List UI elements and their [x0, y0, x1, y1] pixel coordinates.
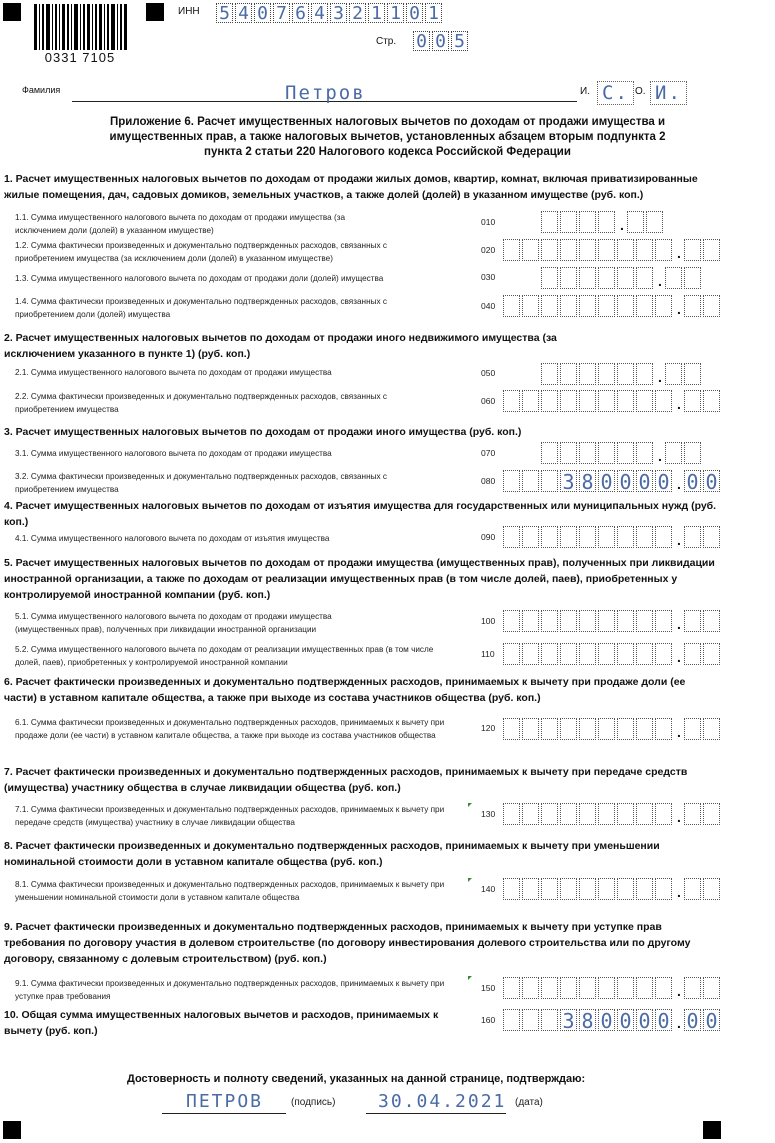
amount-digit-box [598, 718, 615, 740]
line-10-code: 160 [481, 1015, 496, 1025]
line-5-2-code: 110 [481, 649, 495, 659]
amount-digit-box [522, 878, 539, 900]
line-5-1-amount[interactable] [503, 610, 722, 632]
line-1-3-amount[interactable] [541, 267, 703, 289]
kopeck-digit-box [684, 239, 701, 261]
amount-digit-box [579, 718, 596, 740]
amount-digit-box [560, 803, 577, 825]
amount-digit-box [541, 390, 558, 412]
amount-digit-box [579, 803, 596, 825]
inn-digit: 1 [425, 3, 442, 23]
amount-digit-box [598, 390, 615, 412]
kopeck-digit-box [703, 390, 720, 412]
inn-digit: 0 [406, 3, 423, 23]
amount-digit-box [636, 239, 653, 261]
amount-digit-box [579, 878, 596, 900]
line-6-1-amount[interactable] [503, 718, 722, 740]
amount-digit-box: 3 [560, 470, 577, 492]
line-8-1-amount[interactable] [503, 878, 722, 900]
amount-digit-box [503, 643, 520, 665]
line-5-1-code: 100 [481, 616, 496, 626]
signature-label: (подпись) [291, 1097, 336, 1108]
page-digit: 5 [451, 31, 468, 51]
amount-digit-box [541, 470, 558, 492]
kopeck-digit-box [703, 977, 720, 999]
amount-digit-box: 0 [598, 1009, 615, 1031]
amount-digit-box [541, 878, 558, 900]
kopeck-digit-box [684, 526, 701, 548]
amount-digit-box [541, 295, 558, 317]
amount-digit-box [617, 390, 634, 412]
green-marker [468, 976, 472, 980]
amount-digit-box [560, 363, 577, 385]
amount-digit-box [560, 526, 577, 548]
kopeck-digit-box [684, 390, 701, 412]
line-8-1-code: 140 [481, 884, 496, 894]
inn-digit: 4 [311, 3, 328, 23]
section-9-heading: 9. Расчет фактически произведенных и документально подтвержденных расходов, принимаемых к вычету при уступке прав требования по договору участия в долевом строительстве (по договору инвестирования долевого строительства или по другому договору, связанному с долевым строительством) (руб. коп.) [4, 921, 691, 965]
amount-digit-box [522, 470, 539, 492]
inn-digit: 3 [330, 3, 347, 23]
amount-digit-box [541, 718, 558, 740]
amount-digit-box: 0 [655, 470, 672, 492]
amount-digit-box [522, 718, 539, 740]
amount-digit-box [617, 803, 634, 825]
kopeck-digit-box: 0 [684, 470, 701, 492]
line-2-1-label: 2.1. Сумма имущественного налогового вычета по доходам от продажи имущества [15, 368, 332, 377]
amount-digit-box [503, 1009, 520, 1031]
amount-digit-box [636, 718, 653, 740]
amount-digit-box [655, 295, 672, 317]
line-1-1-label: 1.1. Сумма имущественного налогового вычета по доходам от продажи имущества (за исключением доли (долей) в указанном имуществе) [15, 213, 346, 235]
amount-digit-box [655, 239, 672, 261]
kopeck-digit-box [684, 442, 701, 464]
section-8-heading: 8. Расчет фактически произведенных и документально подтвержденных расходов, принимаемых к вычету при уменьшении номинальной стоимости доли в уставном капитале общества (руб. коп.) [4, 840, 660, 868]
amount-digit-box [636, 295, 653, 317]
amount-digit-box [579, 363, 596, 385]
amount-digit-box [617, 718, 634, 740]
kopeck-digit-box [684, 643, 701, 665]
amount-digit-box [541, 211, 558, 233]
line-3-1-amount[interactable] [541, 442, 703, 464]
decimal-separator: . [677, 245, 681, 261]
decimal-separator: . [677, 476, 681, 492]
section-5-heading: 5. Расчет имущественных налоговых вычетов по доходам от продажи имущества (имущественных прав), полученных при ликвидации иностранной организации, а также по доходам от реализации имущественных прав (в том числе долей, паев), приобретенных у контролируемой иностранной компании (руб. коп.) [4, 557, 715, 601]
amount-digit-box [579, 239, 596, 261]
kopeck-digit-box [684, 977, 701, 999]
kopeck-digit-box [703, 610, 720, 632]
green-marker [468, 878, 472, 882]
line-4-1-code: 090 [481, 532, 496, 542]
kopeck-digit-box [665, 363, 682, 385]
line-3-2-amount[interactable] [503, 470, 722, 492]
line-3-2-label: 3.2. Сумма фактически произведенных и документально подтвержденных расходов, связанных с приобретением имущества [15, 472, 387, 494]
amount-digit-box [560, 267, 577, 289]
page-digit: 0 [413, 31, 430, 51]
kopeck-digit-box: 0 [703, 470, 720, 492]
amount-digit-box [617, 295, 634, 317]
amount-digit-box [503, 295, 520, 317]
amount-digit-box [522, 1009, 539, 1031]
line-10-amount[interactable] [503, 1009, 722, 1031]
section-3-heading: 3. Расчет имущественных налоговых вычетов по доходам от продажи иного имущества (руб. коп.) [4, 426, 522, 438]
amount-digit-box [522, 239, 539, 261]
amount-digit-box [541, 526, 558, 548]
amount-digit-box [560, 442, 577, 464]
line-2-1-code: 050 [481, 368, 496, 378]
amount-digit-box [579, 977, 596, 999]
line-7-1-label: 7.1. Сумма фактически произведенных и документально подтвержденных расходов, принимаемых к вычету при передаче средств (имущества) участнику в случае ликвидации общества [15, 805, 445, 827]
line-4-1-label: 4.1. Сумма имущественного налогового вычета по доходам от изъятия имущества [15, 534, 330, 543]
section-4-heading: 4. Расчет имущественных налоговых вычетов по доходам от изъятия имущества для государственных или муниципальных нужд (руб. коп.) [4, 500, 717, 528]
amount-digit-box [617, 610, 634, 632]
line-9-1-label: 9.1. Сумма фактически произведенных и документально подтвержденных расходов, принимаемых к вычету при уступке прав требования [15, 979, 445, 1001]
amount-digit-box [598, 526, 615, 548]
amount-digit-box: 0 [617, 470, 634, 492]
decimal-separator: . [658, 369, 662, 385]
line-3-2-code: 080 [481, 476, 496, 486]
line-2-2-code: 060 [481, 396, 496, 406]
confirmation-text: Достоверность и полноту сведений, указанных на данной странице, подтверждаю: [127, 1073, 586, 1085]
amount-digit-box [655, 610, 672, 632]
amount-digit-box [617, 239, 634, 261]
decimal-separator: . [658, 273, 662, 289]
amount-digit-box [560, 977, 577, 999]
amount-digit-box [598, 803, 615, 825]
inn-digit: 1 [368, 3, 385, 23]
amount-digit-box [655, 718, 672, 740]
section-7-heading: 7. Расчет фактически произведенных и документально подтвержденных расходов, принимаемых к вычету при передаче средств (имущества) участнику общества в случае ликвидации общества (руб. коп.) [4, 766, 688, 794]
amount-digit-box: 8 [579, 1009, 596, 1031]
amount-digit-box [617, 526, 634, 548]
line-7-1-amount[interactable] [503, 803, 722, 825]
amount-digit-box [579, 610, 596, 632]
amount-digit-box [636, 643, 653, 665]
surname-value[interactable]: Петров [285, 82, 366, 104]
amount-digit-box [617, 442, 634, 464]
amount-digit-box: 0 [655, 1009, 672, 1031]
decimal-separator: . [677, 983, 681, 999]
amount-digit-box [598, 878, 615, 900]
amount-digit-box [579, 211, 596, 233]
line-1-3-code: 030 [481, 272, 496, 282]
date-label: (дата) [515, 1097, 543, 1108]
amount-digit-box [598, 295, 615, 317]
amount-digit-box: 0 [598, 470, 615, 492]
amount-digit-box [522, 977, 539, 999]
corner-mark-top-mid [146, 3, 164, 21]
kopeck-digit-box [646, 211, 663, 233]
amount-digit-box [522, 526, 539, 548]
line-9-1-amount[interactable] [503, 977, 722, 999]
amount-digit-box [522, 610, 539, 632]
amount-digit-box [636, 526, 653, 548]
amount-digit-box [598, 239, 615, 261]
amount-digit-box [560, 878, 577, 900]
amount-digit-box [598, 211, 615, 233]
amount-digit-box [560, 390, 577, 412]
initial2-label: О. [635, 86, 646, 97]
decimal-separator: . [658, 448, 662, 464]
line-6-1-code: 120 [481, 723, 496, 733]
initial1-label: И. [580, 86, 590, 97]
amount-digit-box [636, 267, 653, 289]
page-number-field[interactable] [413, 31, 468, 51]
line-5-2-amount[interactable] [503, 643, 722, 665]
amount-digit-box [503, 878, 520, 900]
amount-digit-box [598, 267, 615, 289]
decimal-separator: . [677, 884, 681, 900]
kopeck-digit-box [703, 643, 720, 665]
amount-digit-box: 0 [636, 1009, 653, 1031]
decimal-separator: . [677, 301, 681, 317]
line-7-1-code: 130 [481, 809, 496, 819]
kopeck-digit-box [703, 239, 720, 261]
amount-digit-box [617, 977, 634, 999]
amount-digit-box [579, 390, 596, 412]
kopeck-digit-box [703, 803, 720, 825]
inn-digit: 6 [292, 3, 309, 23]
kopeck-digit-box [684, 610, 701, 632]
amount-digit-box [560, 718, 577, 740]
amount-digit-box [503, 470, 520, 492]
kopeck-digit-box [627, 211, 644, 233]
date-value[interactable]: 30.04.2021 [378, 1091, 507, 1112]
amount-digit-box: 0 [617, 1009, 634, 1031]
amount-digit-box: 3 [560, 1009, 577, 1031]
amount-digit-box [560, 295, 577, 317]
section-6-heading: 6. Расчет фактически произведенных и документально подтвержденных расходов, принимаемых к вычету при продаже доли (ее части) в уставном капитале общества, а также при выходе из состава участников общества (руб. коп.) [4, 676, 686, 704]
amount-digit-box [522, 803, 539, 825]
date-underline [366, 1113, 506, 1114]
page-label: Стр. [376, 36, 397, 47]
amount-digit-box [579, 267, 596, 289]
line-8-1-label: 8.1. Сумма фактически произведенных и документально подтвержденных расходов, принимаемых к вычету при уменьшении номинальной стоимости доли в уставном капитале общества [15, 880, 445, 902]
decimal-separator: . [677, 649, 681, 665]
amount-digit-box [655, 643, 672, 665]
decimal-separator: . [677, 616, 681, 632]
line-9-1-code: 150 [481, 983, 496, 993]
amount-digit-box [579, 442, 596, 464]
amount-digit-box [636, 977, 653, 999]
inn-label: ИНН [178, 6, 200, 17]
line-6-1-label: 6.1. Сумма фактически произведенных и документально подтвержденных расходов, принимаемых к вычету при продаже доли (ее части) в уставном капитале общества, а также при выходе из состава участников общества [15, 718, 445, 740]
inn-digit: 4 [235, 3, 252, 23]
inn-digit: 7 [273, 3, 290, 23]
amount-digit-box [503, 803, 520, 825]
page-digit: 0 [432, 31, 449, 51]
kopeck-digit-box [703, 718, 720, 740]
initial2-value[interactable]: И. [650, 81, 687, 105]
amount-digit-box [617, 267, 634, 289]
amount-digit-box [598, 442, 615, 464]
kopeck-digit-box [703, 526, 720, 548]
decimal-separator: . [677, 724, 681, 740]
amount-digit-box [655, 390, 672, 412]
amount-digit-box [522, 295, 539, 317]
inn-digit: 5 [216, 3, 233, 23]
amount-digit-box [503, 239, 520, 261]
amount-digit-box [541, 442, 558, 464]
amount-digit-box [617, 363, 634, 385]
amount-digit-box [655, 526, 672, 548]
kopeck-digit-box: 0 [684, 1009, 701, 1031]
kopeck-digit-box [665, 442, 682, 464]
section-1-heading: 1. Расчет имущественных налоговых вычетов по доходам от продажи жилых домов, квартир, комнат, включая приватизированные жилые помещения, дач, садовых домиков, земельных участков, а также долей (долей) в указанном имуществе (руб. коп.) [4, 173, 698, 201]
amount-digit-box [636, 442, 653, 464]
section-10-heading: 10. Общая сумма имущественных налоговых вычетов и расходов, принимаемых к вычету (руб. коп.) [4, 1009, 439, 1037]
amount-digit-box [541, 1009, 558, 1031]
amount-digit-box [636, 878, 653, 900]
kopeck-digit-box [684, 295, 701, 317]
decimal-separator: . [620, 217, 624, 233]
amount-digit-box [636, 390, 653, 412]
amount-digit-box [503, 390, 520, 412]
line-1-2-label: 1.2. Сумма фактически произведенных и документально подтвержденных расходов, связанных с приобретением имущества (за исключением доли (долей) в указанном имуществе) [15, 241, 387, 263]
corner-mark-top-left [3, 3, 21, 21]
kopeck-digit-box: 0 [703, 1009, 720, 1031]
inn-digit: 0 [254, 3, 271, 23]
line-2-1-amount[interactable] [541, 363, 703, 385]
amount-digit-box: 0 [636, 470, 653, 492]
amount-digit-box [655, 977, 672, 999]
barcode [32, 4, 128, 52]
amount-digit-box [598, 977, 615, 999]
amount-digit-box [503, 718, 520, 740]
amount-digit-box [579, 295, 596, 317]
line-1-1-code: 010 [481, 217, 496, 227]
line-3-1-code: 070 [481, 448, 496, 458]
amount-digit-box [541, 977, 558, 999]
amount-digit-box [598, 610, 615, 632]
green-marker [468, 803, 472, 807]
amount-digit-box [636, 610, 653, 632]
kopeck-digit-box [665, 267, 682, 289]
amount-digit-box [541, 363, 558, 385]
amount-digit-box [579, 643, 596, 665]
signature-value[interactable]: ПЕТРОВ [186, 1091, 264, 1112]
kopeck-digit-box [684, 718, 701, 740]
amount-digit-box [598, 643, 615, 665]
line-3-1-label: 3.1. Сумма имущественного налогового вычета по доходам от продажи имущества [15, 449, 332, 458]
amount-digit-box [560, 239, 577, 261]
amount-digit-box [560, 211, 577, 233]
amount-digit-box [655, 878, 672, 900]
amount-digit-box [560, 610, 577, 632]
amount-digit-box [503, 610, 520, 632]
inn-digit: 2 [349, 3, 366, 23]
kopeck-digit-box [703, 878, 720, 900]
amount-digit-box [655, 803, 672, 825]
decimal-separator: . [677, 1015, 681, 1031]
signature-underline [162, 1113, 286, 1114]
amount-digit-box [522, 643, 539, 665]
line-5-1-label: 5.1. Сумма имущественного налогового вычета по доходам от продажи имущества (имущественных прав), полученных при ликвидации иностранной организации [15, 612, 332, 634]
amount-digit-box [541, 610, 558, 632]
amount-digit-box [503, 977, 520, 999]
line-5-2-label: 5.2. Сумма имущественного налогового вычета по доходам от реализации имущественных прав (в том числе долей, паев), приобретенных у контролируемой иностранной компании [15, 645, 434, 667]
amount-digit-box [503, 526, 520, 548]
amount-digit-box [541, 643, 558, 665]
amount-digit-box [617, 643, 634, 665]
corner-mark-bottom-right [703, 1121, 721, 1139]
line-1-1-amount[interactable] [541, 211, 665, 233]
decimal-separator: . [677, 532, 681, 548]
barcode-number: 0331 7105 [44, 50, 116, 65]
line-1-4-amount[interactable] [503, 295, 722, 317]
inn-digit: 1 [387, 3, 404, 23]
amount-digit-box: 8 [579, 470, 596, 492]
amount-digit-box [541, 267, 558, 289]
kopeck-digit-box [684, 878, 701, 900]
amount-digit-box [541, 803, 558, 825]
kopeck-digit-box [684, 267, 701, 289]
kopeck-digit-box [684, 363, 701, 385]
decimal-separator: . [677, 396, 681, 412]
amount-digit-box [636, 363, 653, 385]
line-1-4-label: 1.4. Сумма фактически произведенных и документально подтвержденных расходов, связанных с приобретением доли (долей) имущества [15, 297, 387, 319]
line-2-2-amount[interactable] [503, 390, 722, 412]
line-1-4-code: 040 [481, 301, 496, 311]
kopeck-digit-box [703, 295, 720, 317]
initial1-value[interactable]: С. [597, 81, 634, 105]
line-1-3-label: 1.3. Сумма имущественного налогового вычета по доходам от продажи доли (долей) имущества [15, 274, 384, 283]
amount-digit-box [541, 239, 558, 261]
line-4-1-amount[interactable] [503, 526, 722, 548]
line-1-2-amount[interactable] [503, 239, 722, 261]
kopeck-digit-box [684, 803, 701, 825]
amount-digit-box [617, 878, 634, 900]
amount-digit-box [598, 363, 615, 385]
amount-digit-box [522, 390, 539, 412]
line-2-2-label: 2.2. Сумма фактически произведенных и документально подтвержденных расходов, связанных с приобретением имущества [15, 392, 387, 414]
amount-digit-box [560, 643, 577, 665]
corner-mark-bottom-left [3, 1121, 21, 1139]
line-1-2-code: 020 [481, 245, 496, 255]
decimal-separator: . [677, 809, 681, 825]
inn-field[interactable] [216, 3, 442, 23]
amount-digit-box [579, 526, 596, 548]
page-title: Приложение 6. Расчет имущественных налоговых вычетов по доходам от продажи имущества и имущественных прав, а также налоговых вычетов, установленных абзацем вторым подпункта 2 пункта 2 статьи 220 Налогового кодекса Российской Федерации [109, 116, 666, 158]
section-2-heading: 2. Расчет имущественных налоговых вычетов по доходам от продажи иного недвижимого имущества (за исключением указанного в пункте 1) (руб. коп.) [4, 332, 557, 360]
amount-digit-box [636, 803, 653, 825]
surname-label: Фамилия [22, 85, 61, 95]
